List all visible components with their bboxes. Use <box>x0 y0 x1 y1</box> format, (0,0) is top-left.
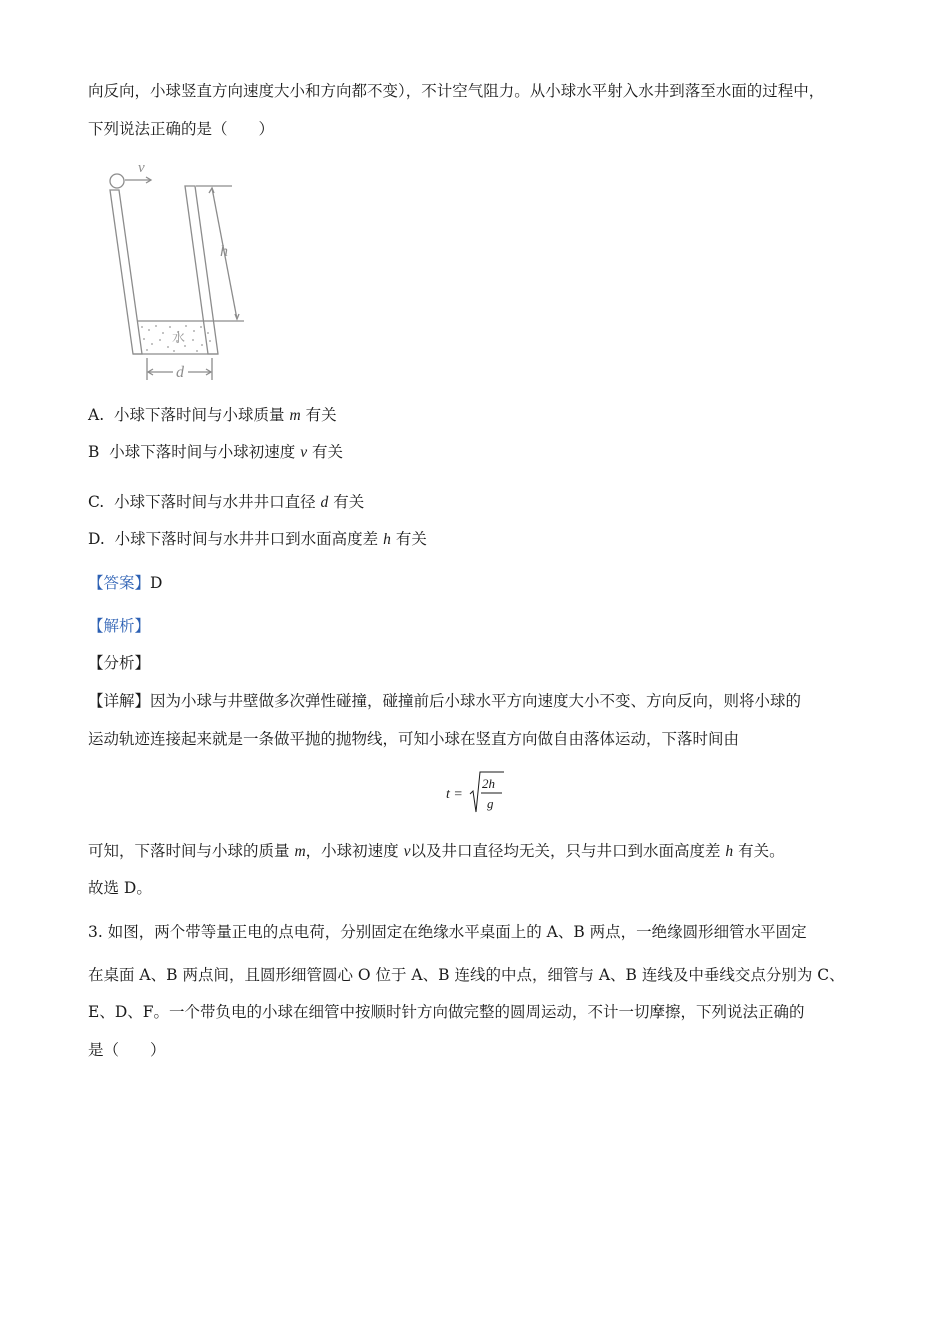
option-d-prefix: D. <box>88 530 105 548</box>
conclusion-m: m <box>294 843 306 860</box>
conclusion-p2: ，小球初速度 <box>305 842 404 860</box>
right-wall <box>185 186 218 354</box>
detail-tag: 【详解】 <box>88 692 151 710</box>
water-label: 水 <box>172 331 186 346</box>
option-d <box>88 528 427 551</box>
detail-text1: 因为小球与井壁做多次弹性碰撞，碰撞前后小球水平方向速度大小不变、方向反向，则将小球的 <box>150 692 802 710</box>
option-b-tail: 有关 <box>312 443 344 461</box>
q3-line4: 是（ ） <box>88 1041 166 1059</box>
well-diagram <box>100 158 260 394</box>
conclusion-v: v <box>403 843 411 860</box>
option-c-text: 小球下落时间与水井井口直径 <box>114 493 316 511</box>
q3-line1: 3. 如图，两个带等量正电的点电荷，分别固定在绝缘水平桌面上的 A、B 两点，一绝缘圆形细管水平固定 <box>88 923 807 941</box>
option-c-tail: 有关 <box>333 493 365 511</box>
option-b-prefix: B <box>88 443 100 461</box>
formula-denominator: g <box>487 796 494 811</box>
option-b-text: 小球下落时间与小球初速度 <box>109 443 296 461</box>
conclusion-p4: 有关。 <box>733 842 785 860</box>
q2-stem-line1: 向反向，小球竖直方向速度大小和方向都不变），不计空气阻力。从小球水平射入水井到落至水面的过程中， <box>88 82 825 100</box>
q2-stem-line2: 下列说法正确的是（ ） <box>88 120 275 138</box>
fenxi-tag: 【分析】 <box>88 654 151 672</box>
formula-lhs: t = <box>446 787 463 802</box>
detail-line1 <box>88 690 801 712</box>
conclusion-h: h <box>725 843 734 860</box>
formula-svg <box>446 768 506 822</box>
d-label: d <box>176 364 184 381</box>
well-figure-svg <box>100 158 260 390</box>
option-c-prefix: C. <box>88 493 105 511</box>
q3-line3: E、D、F。一个带负电的小球在细管中按顺时针方向做完整的圆周运动，不计一切摩擦，下列说法正确的 <box>88 1003 805 1021</box>
answer-line <box>88 572 162 594</box>
option-a <box>88 404 337 427</box>
option-b-var: v <box>300 444 308 461</box>
choose-line: 故选 D。 <box>88 879 152 897</box>
analysis-tag: 【解析】 <box>88 617 151 635</box>
option-d-tail: 有关 <box>395 530 427 548</box>
h-label: h <box>220 243 228 260</box>
option-b <box>88 441 343 464</box>
option-c <box>88 491 364 514</box>
answer-tag: 【答案】 <box>88 574 151 592</box>
option-a-text: 小球下落时间与小球质量 <box>113 406 285 424</box>
conclusion-p3: 以及井口直径均无关，只与井口到水面高度差 <box>410 842 726 860</box>
option-c-var: d <box>320 494 329 511</box>
option-d-var: h <box>383 531 391 548</box>
v-label: v <box>138 160 145 176</box>
conclusion-line <box>88 840 785 863</box>
formula <box>446 768 506 826</box>
left-wall <box>110 190 142 354</box>
answer-value: D <box>150 574 163 592</box>
conclusion-p1: 可知，下落时间与小球的质量 <box>88 842 295 860</box>
q3-line2: 在桌面 A、B 两点间，且圆形细管圆心 O 位于 A、B 连线的中点，细管与 A、B 连线及中垂线交点分别为 C、 <box>88 966 845 984</box>
formula-numerator: 2h <box>482 776 495 791</box>
option-a-var: m <box>289 407 301 424</box>
option-d-text: 小球下落时间与水井井口到水面高度差 <box>114 530 379 548</box>
option-a-prefix: A. <box>88 406 105 424</box>
option-a-tail: 有关 <box>305 406 337 424</box>
ball <box>110 174 124 188</box>
detail-line2: 运动轨迹连接起来就是一条做平抛的抛物线，可知小球在竖直方向做自由落体运动，下落时间由 <box>88 730 740 748</box>
